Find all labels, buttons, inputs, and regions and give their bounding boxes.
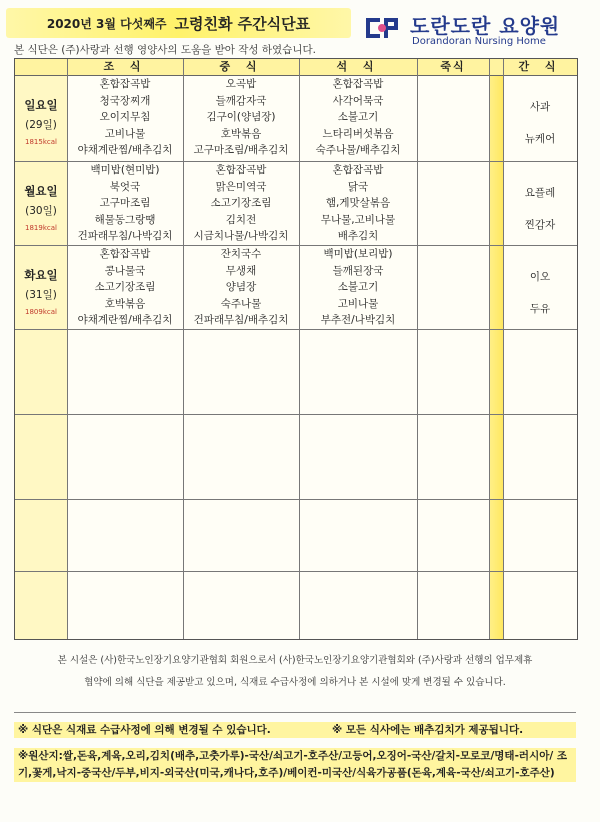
- snack-strip: [489, 59, 503, 639]
- day-name: 월요일: [24, 184, 58, 198]
- day-name: 일요일: [24, 98, 58, 112]
- snack-item: 요플레: [524, 187, 556, 199]
- logo-name-english: Dorandoran Nursing Home: [412, 36, 546, 47]
- menu-item: 소불고기: [337, 281, 379, 293]
- day-date: (29일): [25, 119, 57, 131]
- logo-mark-icon: [362, 12, 402, 44]
- page-title: 고령친화 주간식단표: [174, 14, 311, 33]
- notice-line-1: 본 시설은 (사)한국노인장기요양기관협회 회원으로서 (사)한국노인장기요양기관협회와 (주)사랑과 선행의 업무제휴: [57, 655, 533, 666]
- menu-item: 맑은미역국: [215, 180, 267, 193]
- menu-item: 햄,게맛살볶음: [325, 197, 391, 209]
- menu-item: 야채계란찜/배추김치: [77, 314, 173, 326]
- menu-item: 소불고기: [337, 111, 379, 123]
- menu-item: 건파래무침/나박김치: [77, 230, 173, 242]
- notice-line-2: 협약에 의해 식단을 제공받고 있으며, 식재료 수급사정에 의하거나 본 시설에 맞게 변경될 수 있습니다.: [84, 677, 506, 688]
- title-banner: [6, 8, 351, 38]
- logo-name-korean: 도란도란 요양원: [410, 14, 561, 38]
- snack-item: 이오: [529, 271, 551, 283]
- day-kcal: 1809kcal: [25, 308, 57, 316]
- day-kcal: 1815kcal: [25, 138, 57, 146]
- menu-item: 콩나물국: [104, 264, 146, 277]
- menu-item: 들깨된장국: [332, 264, 384, 277]
- menu-item: 북엇국: [109, 180, 141, 193]
- breakfast-cell: [67, 246, 183, 329]
- dinner-cell: [299, 246, 417, 329]
- menu-item: 혼합잡곡밥: [332, 78, 384, 90]
- menu-period: 2020년 3월 다섯째주: [46, 16, 167, 31]
- menu-item: 고구마조림: [99, 197, 151, 209]
- snack-item: 사과: [529, 101, 551, 113]
- footer-note-kimchi: ※ 모든 식사에는 배추김치가 제공됩니다.: [332, 724, 524, 736]
- menu-item: 야채계란찜/배추김치: [77, 144, 173, 156]
- menu-item: 김구이(양념장): [206, 111, 276, 123]
- menu-item: 시금치나물/나박김치: [193, 230, 289, 242]
- subtitle: 본 식단은 (주)사랑과 선행 영양사의 도움을 받아 작성 하였습니다.: [14, 44, 316, 56]
- header-lunch: 중 식: [219, 60, 263, 73]
- dinner-cell: [299, 76, 417, 159]
- footer-notes: [14, 722, 576, 738]
- footer-note-change: ※ 식단은 식재료 수급사정에 의해 변경될 수 있습니다.: [18, 724, 271, 736]
- header-snack: 간 식: [518, 60, 562, 73]
- menu-item: 소고기장조림: [210, 197, 272, 209]
- menu-item: 양념장: [225, 281, 257, 293]
- menu-item: 고구마조림/배추김치: [193, 144, 289, 156]
- menu-item: 김치전: [225, 213, 257, 226]
- menu-item: 청국장찌개: [99, 94, 151, 107]
- menu-item: 닭국: [347, 180, 369, 193]
- snack-item: 뉴케어: [524, 133, 556, 145]
- snack-item: 찐감자: [524, 219, 556, 231]
- menu-item: 고비나물: [104, 127, 146, 140]
- menu-item: 건파래무침/배추김치: [193, 314, 289, 326]
- menu-item: 해물동그랑땡: [94, 213, 156, 226]
- menu-item: 무나물,고비나물: [320, 213, 396, 226]
- menu-item: 혼합잡곡밥: [332, 164, 384, 176]
- menu-item: 호박볶음: [104, 297, 146, 310]
- day-label: [15, 183, 67, 232]
- facility-notice: [14, 650, 576, 694]
- header-breakfast: 조 식: [103, 60, 147, 73]
- header-dinner: 석 식: [336, 60, 380, 73]
- day-kcal: 1819kcal: [25, 224, 57, 232]
- menu-item: 혼합잡곡밥: [99, 248, 151, 260]
- header-row: [15, 59, 577, 76]
- snack-item: 두유: [529, 303, 551, 315]
- menu-item: 오곡밥: [225, 78, 257, 90]
- nursing-home-logo: [362, 8, 592, 48]
- day-column: [15, 75, 67, 639]
- menu-item: 배추김치: [337, 230, 379, 242]
- menu-item: 소고기장조림: [94, 281, 156, 293]
- breakfast-cell: [67, 162, 183, 245]
- menu-item: 오이지무침: [99, 111, 151, 123]
- menu-item: 백미밥(현미밥): [90, 164, 160, 176]
- menu-item: 혼합잡곡밥: [99, 78, 151, 90]
- origin-info: ※원산지:쌀,돈육,계육,오리,김치(배추,고춧가루)-국산/쇠고기-호주산/고등어,오징어-국산/갈치-모로코/명태-러시아/ 조기,꽃게,낙지-중국산/두부,비지-외국산(미국,캐나다,호주)/베이컨-미국산/식육가공품(돈육,계육-국산/쇠고기-호주산): [14, 748, 576, 782]
- header-porridge: 죽식: [440, 60, 466, 73]
- menu-item: 부추전/나박김치: [320, 314, 396, 326]
- menu-item: 사각어묵국: [332, 94, 384, 107]
- menu-item: 무생채: [225, 264, 257, 277]
- menu-item: 느타리버섯볶음: [322, 127, 394, 140]
- lunch-cell: [183, 246, 299, 329]
- day-name: 화요일: [24, 268, 58, 282]
- weekly-menu-table: [14, 58, 578, 640]
- lunch-cell: [183, 162, 299, 245]
- menu-item: 백미밥(보리밥): [323, 248, 393, 260]
- day-date: (30일): [25, 205, 57, 217]
- dinner-cell: [299, 162, 417, 245]
- day-label: [15, 97, 67, 146]
- menu-item: 혼합잡곡밥: [215, 164, 267, 176]
- menu-item: 호박볶음: [220, 127, 262, 140]
- menu-item: 숙주나물/배추김치: [315, 144, 401, 156]
- menu-item: 잔치국수: [220, 248, 262, 260]
- menu-item: 숙주나물: [220, 297, 262, 310]
- breakfast-cell: [67, 76, 183, 159]
- day-label: [15, 267, 67, 316]
- lunch-cell: [183, 76, 299, 159]
- menu-item: 고비나물: [337, 297, 379, 310]
- menu-item: 들깨감자국: [215, 94, 267, 107]
- day-date: (31일): [25, 289, 57, 301]
